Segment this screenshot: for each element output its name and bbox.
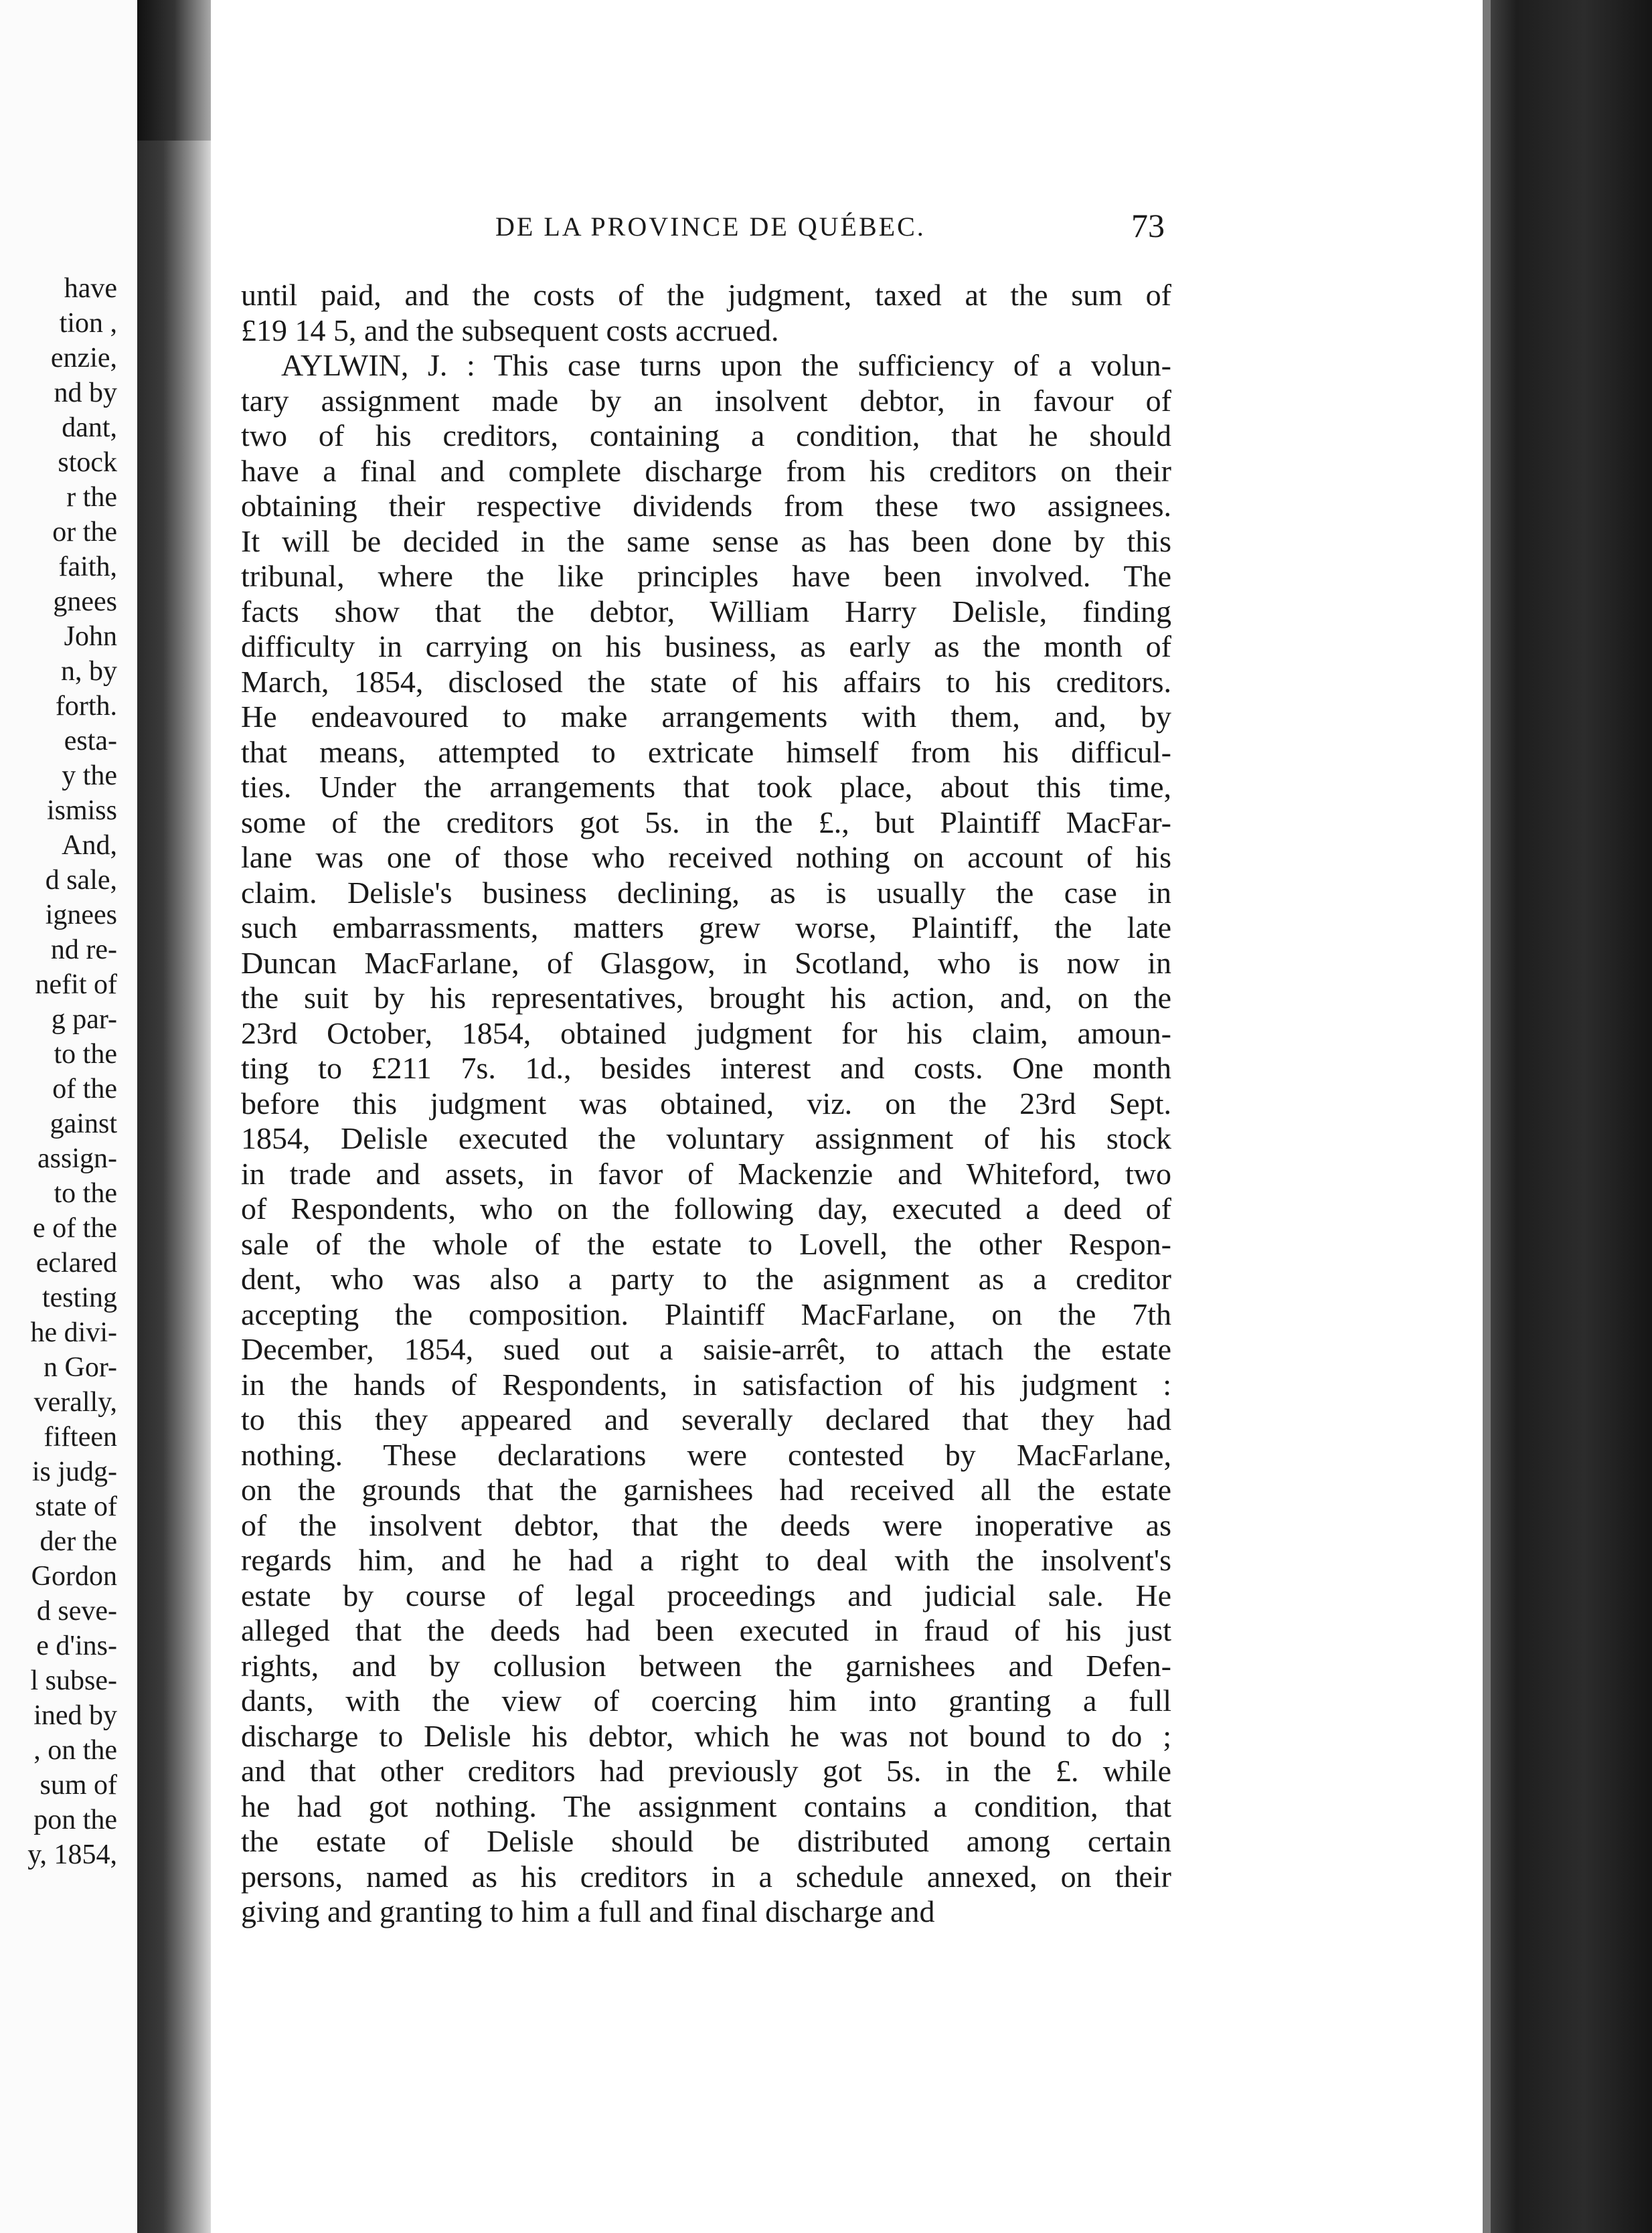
facing-page-line: l subse- [30,1665,117,1696]
facing-page-line: tion , [59,308,117,339]
body-line: 23rd October, 1854, obtained judgment for his claim, amoun- [241,1015,1171,1050]
facing-page-line: enzie, [50,343,117,374]
body-line: He endeavoured to make arrangements with them, and, by [241,699,1171,734]
body-line: facts show that the debtor, William Harry Delisle, finding [241,594,1171,629]
body-line: persons, named as his creditors in a schedule annexed, on their [241,1859,1171,1894]
facing-page-line: n, by [61,656,117,687]
body-line: giving and granting to him a full and final discharge and [241,1894,935,1928]
facing-page-line: e of the [33,1213,117,1244]
body-line: March, 1854, disclosed the state of his affairs to his creditors. [241,664,1171,699]
body-line: claim. Delisle's business declining, as is usually the case in [241,875,1171,910]
body-line: accepting the composition. Plaintiff MacFarlane, on the 7th [241,1297,1171,1331]
facing-page-line: testing [42,1283,117,1313]
facing-page-line: verally, [33,1387,117,1418]
body-line: tribunal, where the like principles have been involved. The [241,559,1171,593]
body-line: rights, and by collusion between the garnishees and Defen- [241,1648,1171,1683]
body-line: he had got nothing. The assignment contains a condition, that [241,1789,1171,1823]
facing-page-line: state of [35,1491,117,1522]
body-line: nothing. These declarations were contested by MacFarlane, [241,1437,1171,1472]
facing-page-line: forth. [55,691,117,722]
body-line: regards him, and he had a right to deal with the insolvent's [241,1543,1171,1577]
body-line: December, 1854, sued out a saisie-arrêt, to attach the estate [241,1332,1171,1366]
facing-page-text [0,271,117,1872]
body-line: of the insolvent debtor, that the deeds were inoperative as [241,1507,1171,1542]
body-line: in the hands of Respondents, in satisfaction of his judgment : [241,1367,1171,1402]
running-head: DE LA PROVINCE DE QUÉBEC. [495,212,926,242]
facing-page-fragment [0,0,144,2233]
body-line: AYLWIN, J. : This case turns upon the sufficiency of a volun- [281,348,1171,382]
facing-page-line: eclared [35,1248,117,1278]
body-line: dants, with the view of coercing him into granting a full [241,1683,1171,1718]
facing-page-line: d seve- [36,1596,117,1627]
facing-page-line: he divi- [30,1317,117,1348]
body-line: 1854, Delisle executed the voluntary assignment of his stock [241,1121,1171,1155]
body-line: and that other creditors had previously got 5s. in the £. while [241,1754,1171,1788]
facing-page-line: der the [39,1526,117,1557]
body-line: have a final and complete discharge from his creditors on their [241,453,1171,488]
facing-page-line: ined by [33,1700,117,1731]
facing-page-line: g par- [51,1004,117,1035]
body-line: £19 14 5, and the subsequent costs accrued. [241,313,779,347]
facing-page-line: e d'ins- [36,1631,117,1661]
body-line: to this they appeared and severally declared that they had [241,1402,1171,1436]
body-line: on the grounds that the garnishees had received all the estate [241,1473,1171,1507]
book-gutter-shadow [137,0,211,141]
facing-page-line: ismiss [46,795,117,826]
facing-page-line: of the [52,1074,117,1104]
body-line: estate by course of legal proceedings and judicial sale. He [241,1578,1171,1612]
body-line: discharge to Delisle his debtor, which he was not bound to do ; [241,1718,1171,1753]
body-line: alleged that the deeds had been executed in fraud of his just [241,1613,1171,1647]
facing-page-line: d sale, [45,865,117,896]
page-number: 73 [1131,207,1165,244]
facing-page-line: assign- [37,1143,117,1174]
facing-page-line: ignees [45,900,117,930]
facing-page-line: fifteen [44,1422,117,1453]
facing-page-line: to the [54,1039,117,1070]
book-fore-edge [1483,0,1652,2233]
facing-page-line: Gordon [31,1561,117,1592]
facing-page-line: nd re- [50,934,117,965]
body-line: It will be decided in the same sense as has been done by this [241,523,1171,558]
facing-page-line: sum of [39,1770,117,1801]
facing-page-line: esta- [64,726,117,756]
facing-page-line: nefit of [35,969,117,1000]
facing-page-line: John [64,621,117,652]
book-gutter [137,0,211,2233]
body-line: lane was one of those who received nothing on account of his [241,840,1171,874]
body-line: sale of the whole of the estate to Lovell, the other Respon- [241,1226,1171,1261]
facing-page-line: pon the [33,1805,117,1835]
facing-page-line: stock [58,447,117,478]
facing-page-line: to the [54,1178,117,1209]
facing-page-line: , on the [33,1735,117,1766]
body-line: difficulty in carrying on his business, as early as the month of [241,629,1171,663]
body-line: until paid, and the costs of the judgment, taxed at the sum of [241,278,1171,312]
body-line: tary assignment made by an insolvent debtor, in favour of [241,383,1171,418]
body-line: dent, who was also a party to the asignment as a creditor [241,1262,1171,1296]
body-line: ting to £211 7s. 1d., besides interest and costs. One month [241,1051,1171,1085]
facing-page-line: is judg- [31,1457,117,1487]
facing-page-line: gnees [53,586,117,617]
facing-page-line: r the [66,482,117,513]
body-line: of Respondents, who on the following day, executed a deed of [241,1191,1171,1226]
facing-page-line: have [64,273,117,304]
body-line: such embarrassments, matters grew worse, Plaintiff, the late [241,910,1171,944]
facing-page-line: nd by [54,378,117,408]
body-text [241,278,1171,1930]
facing-page-line: gainst [50,1108,117,1139]
facing-page-line: y, 1854, [27,1839,117,1870]
body-line: before this judgment was obtained, viz. on the 23rd Sept. [241,1086,1171,1121]
body-line: Duncan MacFarlane, of Glasgow, in Scotland, who is now in [241,945,1171,980]
body-line: the estate of Delisle should be distributed among certain [241,1824,1171,1858]
facing-page-line: dant, [62,412,117,443]
body-line: some of the creditors got 5s. in the £., but Plaintiff MacFar- [241,805,1171,839]
body-line: the suit by his representatives, brought his action, and, on the [241,981,1171,1015]
facing-page-line: or the [52,517,117,548]
body-line: ties. Under the arrangements that took place, about this time, [241,770,1171,804]
facing-page-line: n Gor- [44,1352,117,1383]
body-line: obtaining their respective dividends from these two assignees. [241,489,1171,523]
body-line: in trade and assets, in favor of Mackenzie and Whiteford, two [241,1156,1171,1191]
body-line: two of his creditors, containing a condition, that he should [241,418,1171,452]
facing-page-line: y the [62,760,117,791]
facing-page-line: And, [62,830,117,861]
body-line: that means, attempted to extricate himself from his difficul- [241,734,1171,769]
facing-page-line: faith, [58,552,117,582]
